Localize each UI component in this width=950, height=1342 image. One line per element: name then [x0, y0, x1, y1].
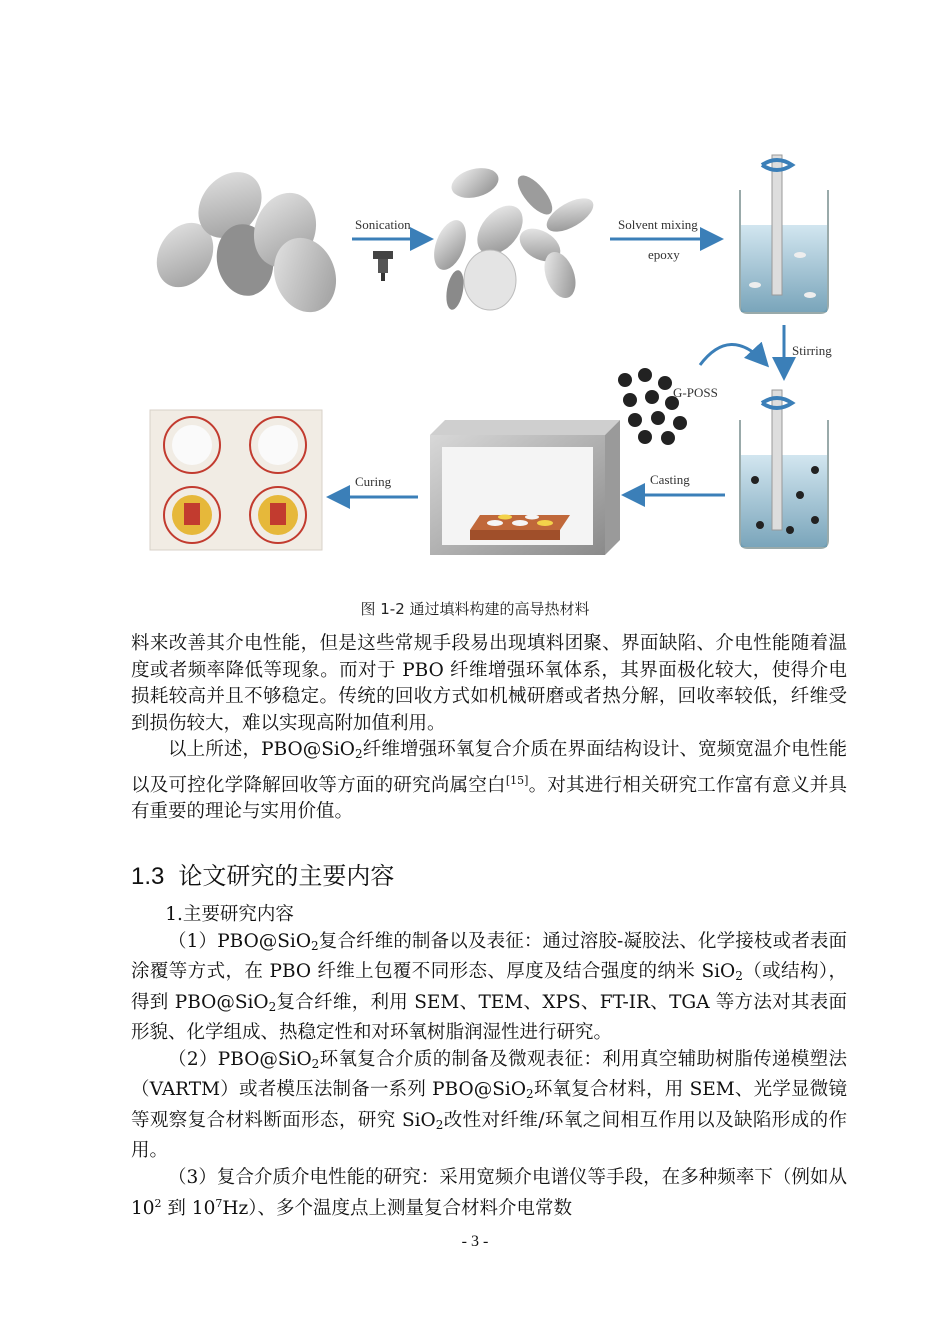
sonication-label: Sonication [355, 217, 411, 232]
body-text-block [131, 631, 847, 826]
epoxy-label: epoxy [648, 247, 680, 262]
paragraph-summary: 以上所述，PBO@SiO$_2$纤维增强环氧复合介质在界面结构设计、宽频宽温介电性能以及可控化学降解回收等方面的研究尚属空白[15]。对其进行相关研究工作富有意义并具有重要的理论与实用价值。 [131, 739, 847, 822]
page-number: - 3 - [461, 1233, 489, 1250]
process-figure [140, 135, 840, 565]
solvent-mixing-label: Solvent mixing [618, 217, 698, 232]
exfoliated-flakes [428, 163, 599, 311]
research-item-2: （2）PBO@SiO$_2$环氧复合介质的制备及微观表征：利用真空辅助树脂传递模塑法（VARTM）或者模压法制备一系列 PBO@SiO$_2$环氧复合材料，用 SEM、光学显微镜等观察复合材料断面形态，研究 SiO$_2$改性对纤维/环氧之间相互作用以及缺陷形成的作用。 [131, 1048, 847, 1161]
paragraph-continuation: 料来改善其介电性能，但是这些常规手段易出现填料团聚、界面缺陷、介电性能随着温度或者频率降低等现象。而对于 PBO 纤维增强环氧体系，其界面极化较大，使得介电损耗较高并且不够稳定。传统的回收方式如机械研磨或者热分解，回收率较低，纤维受到损伤较大，难以实现高附加值利用。 [131, 633, 847, 734]
curing-label: Curing [355, 474, 392, 489]
process-diagram [140, 135, 840, 565]
g-poss-arrow [700, 344, 765, 365]
research-content-block [131, 902, 847, 1223]
figure-caption: 图 1-2 通过填料构建的高导热材料 [360, 600, 590, 618]
section-number: 1.3 [131, 863, 165, 890]
section-heading [131, 856, 394, 891]
research-item-1: （1）PBO@SiO$_2$复合纤维的制备以及表征：通过溶胶-凝胶法、化学接枝或者表面涂覆等方式，在 PBO 纤维上包覆不同形态、厚度及结合强度的纳米 SiO$_2$（或结构），得到 PBO@SiO$_2$复合纤维，利用 SEM、TEM、XPS、FT-IR、TGA 等方法对其表面形貌、化学组成、热稳定性和对环氧树脂润湿性进行研究。 [131, 930, 847, 1043]
filler-disks [145, 159, 346, 321]
casting-label: Casting [650, 472, 690, 487]
g-poss-label: G-POSS [673, 385, 718, 400]
research-item-3: （3）复合介质介电性能的研究：采用宽频介电谱仪等手段，在多种频率下（例如从 $10^2$ 到 $10^7Hz$）、多个温度点上测量复合材料介电常数 [131, 1166, 847, 1219]
sonicator-icon [373, 251, 393, 281]
beaker-bottom [740, 390, 828, 548]
beaker-top [740, 155, 828, 313]
curing-oven [430, 420, 620, 555]
subsection-title: 1.主要研究内容 [165, 904, 294, 925]
stirring-label: Stirring [792, 343, 832, 358]
sample-photo [150, 410, 322, 550]
citation: [15] [505, 773, 529, 787]
g-poss-particles [618, 368, 687, 445]
section-title: 论文研究的主要内容 [178, 862, 395, 890]
